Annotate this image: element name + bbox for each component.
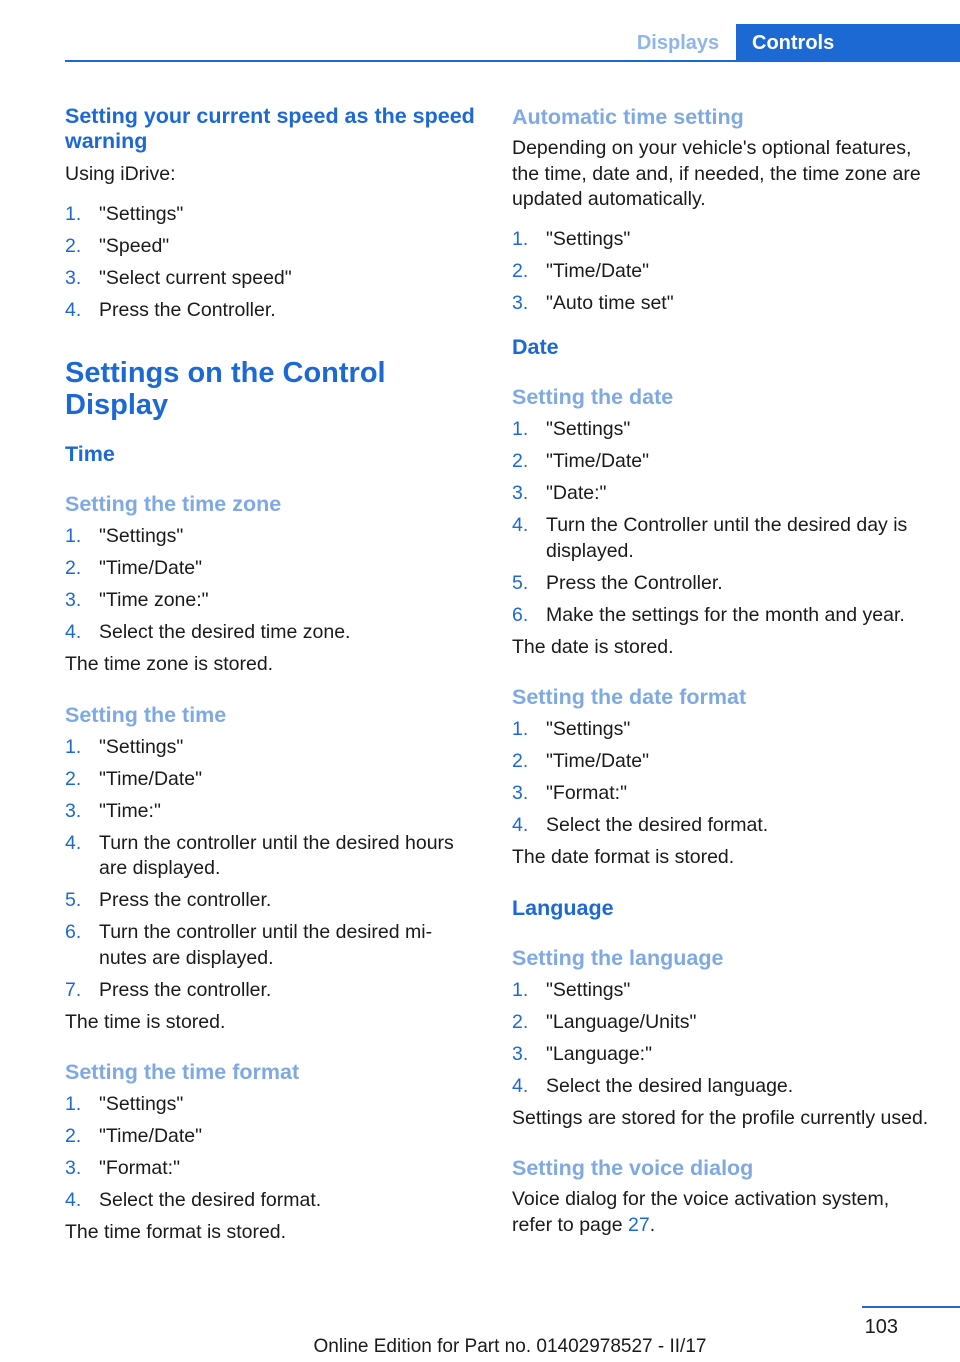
auto-time-intro: Depending on your vehicle's optional features, the time, date and, if needed, the time zone are updated automatically. — [512, 137, 921, 210]
step-number: 2. — [65, 557, 82, 579]
step-text: "Time/Date" — [99, 1125, 203, 1147]
step-number: 3. — [512, 291, 529, 314]
auto-time-steps — [512, 227, 932, 317]
step-text: Select the desired format. — [546, 814, 769, 836]
step-number: 1. — [512, 718, 529, 740]
voice-dialog-heading: Setting the voice dialog — [512, 1156, 754, 1180]
step-text: "Settings" — [99, 1093, 184, 1115]
date-format-note: The date format is stored. — [512, 846, 735, 868]
time-zone-heading: Setting the time zone — [65, 492, 282, 516]
speed-warning-heading: Setting your current speed as the speed warning — [65, 104, 475, 153]
step-number: 3. — [512, 782, 529, 804]
list-item — [512, 481, 932, 507]
step-number: 3. — [65, 1157, 82, 1179]
auto-time-heading: Automatic time setting — [512, 105, 744, 129]
list-item — [512, 603, 932, 629]
language-note: Settings are stored for the profile currently used. — [512, 1106, 929, 1129]
right-column — [512, 104, 932, 1238]
step-text: "Time/Date" — [546, 259, 650, 282]
step-text: "Auto time set" — [546, 291, 674, 314]
step-text: "Time/Date" — [546, 450, 650, 472]
list-item — [65, 799, 475, 825]
step-number: 6. — [65, 921, 82, 943]
step-number: 3. — [65, 589, 82, 611]
speed-warning-intro: Using iDrive: — [65, 163, 176, 185]
step-number: 6. — [512, 603, 529, 626]
list-item — [65, 298, 475, 324]
left-column — [65, 104, 475, 1246]
step-number: 4. — [512, 1074, 529, 1097]
list-item — [65, 978, 475, 1004]
list-item — [65, 1156, 475, 1182]
step-number: 2. — [65, 1125, 82, 1147]
step-number: 1. — [65, 525, 82, 547]
step-number: 2. — [65, 767, 82, 790]
list-item — [512, 978, 932, 1004]
step-text: "Language:" — [546, 1042, 653, 1065]
step-number: 4. — [65, 621, 82, 643]
speed-warning-steps — [65, 202, 475, 324]
list-item — [65, 1124, 475, 1150]
step-text: "Settings" — [546, 978, 631, 1001]
list-item — [512, 717, 932, 743]
list-item — [65, 556, 475, 582]
list-item — [65, 1188, 475, 1214]
list-item — [512, 259, 932, 285]
list-item — [65, 202, 475, 228]
edition-footer: Online Edition for Part no. 01402978527 - II/17 — [313, 1336, 707, 1357]
step-number: 4. — [512, 514, 529, 536]
step-number: 3. — [512, 1042, 529, 1065]
page-number: 103 — [864, 1316, 898, 1338]
list-item — [65, 588, 475, 614]
step-number: 1. — [512, 418, 529, 440]
step-text: "Time/Date" — [99, 767, 203, 790]
list-item — [65, 767, 475, 793]
step-text: Press the Controller. — [99, 298, 276, 321]
step-text: "Time/Date" — [99, 557, 203, 579]
step-text: "Format:" — [546, 782, 628, 804]
step-number: 4. — [65, 831, 82, 854]
time-format-steps — [65, 1092, 475, 1214]
list-item — [65, 524, 475, 550]
list-item — [512, 571, 932, 597]
step-text: "Settings" — [99, 735, 184, 758]
step-number: 2. — [512, 450, 529, 472]
time-note: The time is stored. — [65, 1010, 226, 1033]
step-number: 4. — [512, 814, 529, 836]
step-number: 2. — [512, 1010, 529, 1033]
list-item — [512, 227, 932, 253]
date-heading: Date — [512, 335, 559, 359]
step-number: 5. — [65, 889, 82, 911]
step-text: Select the desired time zone. — [99, 621, 351, 643]
step-number: 4. — [65, 1189, 82, 1211]
step-number: 1. — [512, 978, 529, 1001]
date-format-heading: Setting the date format — [512, 685, 747, 709]
tab-controls[interactable]: Controls — [736, 24, 960, 62]
list-item — [512, 813, 932, 839]
time-heading: Time — [65, 442, 115, 466]
language-steps — [512, 978, 932, 1100]
step-text: "Settings" — [546, 718, 631, 740]
list-item — [65, 234, 475, 260]
tab-displays[interactable]: Displays — [636, 31, 720, 54]
step-text: Select the desired format. — [99, 1189, 322, 1211]
step-number: 2. — [65, 234, 82, 257]
time-zone-note: The time zone is stored. — [65, 653, 274, 675]
language-sub-heading: Setting the language — [512, 945, 724, 970]
step-number: 2. — [512, 750, 529, 772]
list-item — [512, 1074, 932, 1100]
step-text: Press the controller. — [99, 889, 272, 911]
step-text: "Date:" — [546, 482, 607, 504]
step-number: 3. — [512, 482, 529, 504]
time-format-note: The time format is stored. — [65, 1221, 287, 1243]
step-number: 4. — [65, 298, 82, 321]
date-note: The date is stored. — [512, 635, 674, 658]
step-text: "Settings" — [99, 525, 184, 547]
list-item — [512, 449, 932, 475]
step-text: Press the controller. — [99, 978, 272, 1001]
step-text: "Settings" — [546, 227, 631, 250]
time-steps — [65, 735, 475, 1004]
list-item — [512, 513, 932, 564]
step-text: "Language/Units" — [546, 1010, 697, 1033]
step-text: Turn the Controller until the desired day is displayed. — [546, 514, 908, 562]
voice-dialog-text-after: . — [649, 1213, 656, 1236]
step-text: Press the Controller. — [546, 571, 723, 594]
list-item — [512, 417, 932, 443]
step-number: 1. — [65, 735, 82, 758]
step-text: "Settings" — [546, 418, 631, 440]
time-zone-steps — [65, 524, 475, 646]
list-item — [65, 266, 475, 292]
step-number: 1. — [65, 1093, 82, 1115]
section-title: Settings on the Control Display — [65, 357, 386, 421]
list-item — [65, 888, 475, 914]
step-text: Make the settings for the month and year. — [546, 603, 905, 626]
step-number: 7. — [65, 978, 82, 1001]
voice-dialog-text-before: Voice dialog for the voice activation system, refer to page — [512, 1188, 890, 1236]
list-item — [65, 831, 475, 882]
step-number: 2. — [512, 259, 529, 282]
list-item — [65, 735, 475, 761]
step-text: "Settings" — [99, 202, 184, 225]
step-text: "Speed" — [99, 234, 170, 257]
list-item — [512, 749, 932, 775]
page-reference-link[interactable]: 27 — [628, 1213, 650, 1236]
step-text: Turn the controller until the desired mi‐ nutes are displayed. — [99, 921, 433, 969]
date-steps — [512, 417, 932, 628]
list-item — [512, 1042, 932, 1068]
voice-dialog-text — [512, 1187, 932, 1238]
step-text: Turn the controller until the desired hours are displayed. — [99, 831, 454, 879]
list-item — [65, 1092, 475, 1118]
date-sub-heading: Setting the date — [512, 385, 674, 409]
step-number: 1. — [65, 202, 82, 225]
step-text: "Select current speed" — [99, 266, 292, 289]
step-text: "Format:" — [99, 1157, 181, 1179]
date-format-steps — [512, 717, 932, 839]
list-item — [512, 781, 932, 807]
step-text: "Time zone:" — [99, 589, 209, 611]
step-text: "Time/Date" — [546, 750, 650, 772]
language-heading: Language — [512, 895, 614, 920]
footer-rule — [862, 1306, 960, 1308]
time-format-heading: Setting the time format — [65, 1060, 300, 1084]
list-item — [65, 620, 475, 646]
list-item — [512, 291, 932, 317]
step-text: "Time:" — [99, 799, 161, 822]
step-number: 1. — [512, 227, 529, 250]
list-item — [65, 920, 475, 971]
step-number: 5. — [512, 571, 529, 594]
step-text: Select the desired language. — [546, 1074, 794, 1097]
step-number: 3. — [65, 799, 82, 822]
time-heading-sub: Setting the time — [65, 702, 227, 727]
list-item — [512, 1010, 932, 1036]
step-number: 3. — [65, 266, 82, 289]
